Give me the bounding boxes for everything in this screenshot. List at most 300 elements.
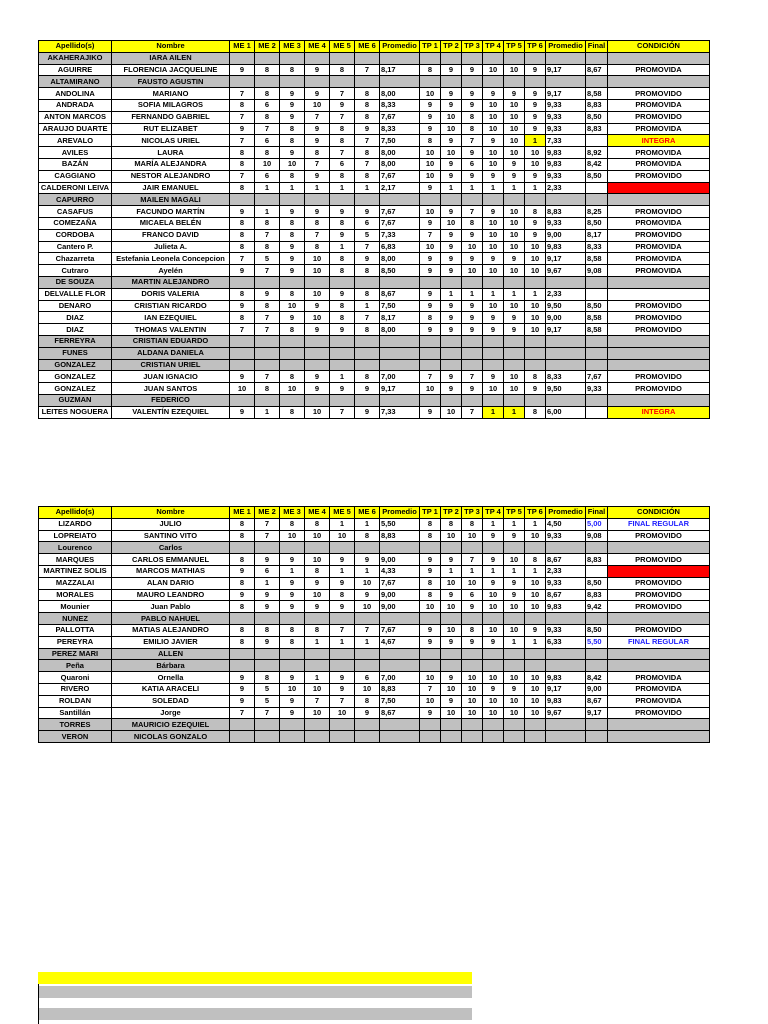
tp-grade-cell: 7 — [420, 229, 441, 241]
me-average-cell: 7,67 — [380, 206, 420, 218]
me-grade-cell: 10 — [280, 683, 305, 695]
tp-grade-cell: 10 — [483, 300, 504, 312]
me-average-cell: 7,67 — [380, 624, 420, 636]
condition-cell — [608, 288, 710, 300]
empty-cell — [462, 660, 483, 672]
me-average-cell: 8,00 — [380, 253, 420, 265]
empty-cell — [462, 542, 483, 554]
me-grade-cell: 8 — [255, 241, 280, 253]
surname-cell: MARTINEZ SOLIS — [39, 565, 112, 577]
me-grade-cell: 8 — [355, 99, 380, 111]
me-grade-cell: 7 — [305, 695, 330, 707]
empty-cell — [586, 660, 608, 672]
condition-cell: INTEGRA — [608, 135, 710, 147]
name-cell: Juan Pablo — [112, 601, 230, 613]
table-row — [39, 359, 710, 371]
table-row — [39, 394, 710, 406]
tp-grade-cell: 8 — [420, 64, 441, 76]
surname-cell: Quaroni — [39, 672, 112, 684]
me-grade-cell: 9 — [305, 383, 330, 395]
me-grade-cell: 5 — [255, 253, 280, 265]
column-header: ME 6 — [355, 507, 380, 519]
tp-grade-cell: 10 — [441, 707, 462, 719]
empty-cell — [586, 613, 608, 625]
me-grade-cell: 1 — [330, 518, 355, 530]
name-cell: JUAN IGNACIO — [112, 371, 230, 383]
tp-grade-cell: 10 — [462, 530, 483, 542]
me-grade-cell: 7 — [255, 324, 280, 336]
me-grade-cell: 1 — [355, 636, 380, 648]
me-average-cell: 8,67 — [380, 288, 420, 300]
me-grade-cell: 8 — [280, 217, 305, 229]
empty-cell — [330, 52, 355, 64]
final-cell: 9,00 — [586, 683, 608, 695]
tp-grade-cell: 10 — [441, 577, 462, 589]
table-row — [39, 672, 710, 684]
condition-cell: FINAL REGULAR — [608, 518, 710, 530]
condition-cell: PROMOVIDO — [608, 383, 710, 395]
tp-grade-cell: 9 — [483, 253, 504, 265]
surname-cell: ANDRADA — [39, 99, 112, 111]
me-grade-cell: 10 — [305, 406, 330, 418]
empty-cell — [462, 335, 483, 347]
me-grade-cell: 8 — [255, 383, 280, 395]
empty-cell — [586, 731, 608, 743]
tp-grade-cell: 10 — [483, 265, 504, 277]
me-grade-cell: 7 — [255, 123, 280, 135]
tp-grade-cell: 10 — [504, 135, 525, 147]
tp-grade-cell: 9 — [420, 565, 441, 577]
tp-average-cell: 8,83 — [546, 206, 586, 218]
tp-average-cell: 9,00 — [546, 229, 586, 241]
tp-grade-cell: 9 — [420, 99, 441, 111]
tp-grade-cell: 10 — [420, 383, 441, 395]
empty-cell — [420, 394, 441, 406]
empty-cell — [546, 613, 586, 625]
empty-cell — [330, 359, 355, 371]
empty-cell — [462, 347, 483, 359]
me-grade-cell: 9 — [355, 707, 380, 719]
tp-grade-cell: 10 — [504, 707, 525, 719]
tp-grade-cell: 1 — [525, 182, 546, 194]
condition-cell: PROMOVIDA — [608, 158, 710, 170]
tp-grade-cell: 10 — [525, 530, 546, 542]
me-grade-cell: 10 — [305, 253, 330, 265]
me-grade-cell: 8 — [280, 406, 305, 418]
surname-cell: Cutraro — [39, 265, 112, 277]
column-header: TP 1 — [420, 507, 441, 519]
tp-average-cell: 9,33 — [546, 170, 586, 182]
me-grade-cell: 8 — [305, 241, 330, 253]
empty-cell — [546, 76, 586, 88]
me-grade-cell: 10 — [230, 383, 255, 395]
final-cell: 8,83 — [586, 99, 608, 111]
condition-cell: PROMOVIDO — [608, 206, 710, 218]
table-row — [39, 613, 710, 625]
surname-cell: GONZALEZ — [39, 371, 112, 383]
empty-cell — [462, 359, 483, 371]
name-cell: Bárbara — [112, 660, 230, 672]
me-grade-cell: 7 — [255, 518, 280, 530]
table-row — [39, 265, 710, 277]
empty-cell — [608, 335, 710, 347]
empty-cell — [230, 52, 255, 64]
me-average-cell: 9,00 — [380, 589, 420, 601]
condition-cell: PROMOVIDO — [608, 111, 710, 123]
column-header: TP 4 — [483, 41, 504, 53]
tp-grade-cell: 1 — [504, 288, 525, 300]
me-grade-cell: 9 — [280, 253, 305, 265]
empty-cell — [280, 648, 305, 660]
me-grade-cell: 1 — [305, 636, 330, 648]
tp-grade-cell: 9 — [483, 554, 504, 566]
me-grade-cell: 7 — [230, 135, 255, 147]
tp-average-cell: 9,83 — [546, 158, 586, 170]
me-grade-cell: 9 — [305, 170, 330, 182]
final-cell: 8,50 — [586, 577, 608, 589]
me-grade-cell: 8 — [230, 636, 255, 648]
me-grade-cell: 1 — [280, 565, 305, 577]
column-header: ME 5 — [330, 41, 355, 53]
me-grade-cell: 10 — [305, 312, 330, 324]
empty-cell — [280, 613, 305, 625]
final-cell: 9,33 — [586, 383, 608, 395]
empty-cell — [380, 359, 420, 371]
empty-cell — [280, 276, 305, 288]
empty-cell — [441, 719, 462, 731]
column-header: Apellido(s) — [39, 507, 112, 519]
empty-cell — [355, 194, 380, 206]
empty-cell — [462, 194, 483, 206]
empty-cell — [355, 648, 380, 660]
empty-cell — [420, 76, 441, 88]
empty-cell — [441, 660, 462, 672]
empty-cell — [230, 731, 255, 743]
me-average-cell: 8,17 — [380, 312, 420, 324]
tp-grade-cell: 9 — [420, 624, 441, 636]
me-grade-cell: 1 — [330, 182, 355, 194]
empty-cell — [462, 76, 483, 88]
surname-cell: MORALES — [39, 589, 112, 601]
me-average-cell: 7,67 — [380, 111, 420, 123]
surname-cell: GONZALEZ — [39, 383, 112, 395]
final-cell — [586, 288, 608, 300]
empty-cell — [608, 52, 710, 64]
empty-cell — [525, 194, 546, 206]
empty-cell — [305, 648, 330, 660]
final-cell — [586, 406, 608, 418]
tp-grade-cell: 9 — [525, 624, 546, 636]
empty-cell — [420, 719, 441, 731]
tp-average-cell: 7,33 — [546, 135, 586, 147]
tp-grade-cell: 7 — [462, 135, 483, 147]
empty-cell — [305, 731, 330, 743]
tp-average-cell: 9,83 — [546, 601, 586, 613]
tp-grade-cell: 10 — [441, 601, 462, 613]
tp-grade-cell: 10 — [420, 695, 441, 707]
empty-cell — [483, 613, 504, 625]
tp-grade-cell: 1 — [462, 565, 483, 577]
empty-cell — [230, 359, 255, 371]
tp-grade-cell: 9 — [420, 288, 441, 300]
me-grade-cell: 8 — [355, 170, 380, 182]
name-cell: FLORENCIA JACQUELINE — [112, 64, 230, 76]
surname-cell: GUZMAN — [39, 394, 112, 406]
tp-grade-cell: 10 — [504, 624, 525, 636]
condition-cell: LIBRE — [608, 565, 710, 577]
me-grade-cell: 8 — [330, 300, 355, 312]
me-grade-cell: 9 — [255, 288, 280, 300]
empty-cell — [525, 394, 546, 406]
bottom-grey-bar-2 — [38, 1008, 472, 1020]
empty-cell — [280, 335, 305, 347]
empty-cell — [255, 52, 280, 64]
name-cell: ALDANA DANIELA — [112, 347, 230, 359]
me-average-cell: 8,00 — [380, 88, 420, 100]
me-grade-cell: 9 — [330, 672, 355, 684]
empty-cell — [546, 335, 586, 347]
empty-cell — [420, 613, 441, 625]
name-cell: MARIANO — [112, 88, 230, 100]
condition-cell: PROMOVIDA — [608, 695, 710, 707]
table-1-body — [39, 41, 710, 419]
empty-cell — [608, 347, 710, 359]
column-header: TP 3 — [462, 507, 483, 519]
empty-cell — [586, 542, 608, 554]
table-row — [39, 683, 710, 695]
name-cell: FEDERICO — [112, 394, 230, 406]
empty-cell — [546, 719, 586, 731]
me-grade-cell: 8 — [280, 518, 305, 530]
tp-grade-cell: 1 — [462, 182, 483, 194]
condition-cell: PROMOVIDO — [608, 371, 710, 383]
table-row — [39, 194, 710, 206]
name-cell: NICOLAS URIEL — [112, 135, 230, 147]
empty-cell — [504, 648, 525, 660]
empty-cell — [230, 613, 255, 625]
tp-average-cell: 9,50 — [546, 383, 586, 395]
tp-grade-cell: 9 — [483, 324, 504, 336]
name-cell: Julieta A. — [112, 241, 230, 253]
empty-cell — [255, 660, 280, 672]
tp-grade-cell: 10 — [483, 241, 504, 253]
tp-grade-cell: 10 — [462, 707, 483, 719]
me-grade-cell: 1 — [255, 577, 280, 589]
tp-grade-cell: 10 — [504, 217, 525, 229]
me-grade-cell: 8 — [280, 170, 305, 182]
empty-cell — [355, 276, 380, 288]
tp-grade-cell: 10 — [420, 672, 441, 684]
me-grade-cell: 7 — [230, 253, 255, 265]
me-grade-cell: 7 — [355, 135, 380, 147]
empty-cell — [546, 394, 586, 406]
condition-cell: PROMOVIDO — [608, 589, 710, 601]
condition-cell: INTEGRA — [608, 406, 710, 418]
empty-cell — [441, 194, 462, 206]
column-header: TP 1 — [420, 41, 441, 53]
me-grade-cell: 9 — [305, 300, 330, 312]
tp-grade-cell: 10 — [441, 123, 462, 135]
tp-grade-cell: 9 — [420, 111, 441, 123]
me-grade-cell: 10 — [330, 530, 355, 542]
column-header: ME 3 — [280, 507, 305, 519]
me-average-cell: 9,00 — [380, 554, 420, 566]
tp-average-cell: 8,67 — [546, 554, 586, 566]
condition-cell: PROMOVIDO — [608, 229, 710, 241]
final-cell: 8,67 — [586, 64, 608, 76]
condition-cell: PROMOVIDO — [608, 601, 710, 613]
me-average-cell: 2,17 — [380, 182, 420, 194]
me-grade-cell: 7 — [330, 624, 355, 636]
empty-cell — [525, 542, 546, 554]
empty-cell — [230, 76, 255, 88]
column-header: ME 1 — [230, 41, 255, 53]
surname-cell: LOPREIATO — [39, 530, 112, 542]
me-grade-cell: 7 — [305, 158, 330, 170]
empty-cell — [330, 347, 355, 359]
name-cell: SOLEDAD — [112, 695, 230, 707]
surname-cell: LEITES NOGUERA — [39, 406, 112, 418]
table-row — [39, 158, 710, 170]
tp-grade-cell: 8 — [462, 518, 483, 530]
me-grade-cell: 7 — [330, 111, 355, 123]
empty-cell — [586, 76, 608, 88]
tp-grade-cell: 1 — [504, 636, 525, 648]
tp-grade-cell: 9 — [441, 672, 462, 684]
tp-grade-cell: 10 — [420, 170, 441, 182]
table-row — [39, 170, 710, 182]
empty-cell — [586, 52, 608, 64]
condition-cell: PROMOVIDA — [608, 147, 710, 159]
tp-grade-cell: 9 — [420, 182, 441, 194]
empty-cell — [586, 335, 608, 347]
tp-grade-cell: 10 — [525, 683, 546, 695]
tp-grade-cell: 9 — [504, 577, 525, 589]
tp-grade-cell: 10 — [483, 123, 504, 135]
me-grade-cell: 1 — [355, 518, 380, 530]
final-cell: 8,50 — [586, 111, 608, 123]
name-cell: CRISTIAN RICARDO — [112, 300, 230, 312]
me-grade-cell: 8 — [230, 288, 255, 300]
tp-grade-cell: 9 — [462, 229, 483, 241]
name-cell: CRISTIAN URIEL — [112, 359, 230, 371]
me-grade-cell: 8 — [330, 170, 355, 182]
empty-cell — [420, 359, 441, 371]
empty-cell — [525, 731, 546, 743]
table-row — [39, 542, 710, 554]
empty-cell — [525, 52, 546, 64]
tp-average-cell: 6,33 — [546, 636, 586, 648]
empty-cell — [380, 613, 420, 625]
surname-cell: Cantero P. — [39, 241, 112, 253]
tp-average-cell: 9,33 — [546, 577, 586, 589]
tp-grade-cell: 10 — [441, 406, 462, 418]
column-header: Promedio — [546, 507, 586, 519]
empty-cell — [525, 335, 546, 347]
empty-cell — [546, 731, 586, 743]
name-cell: SANTINO VITO — [112, 530, 230, 542]
empty-cell — [305, 194, 330, 206]
tp-grade-cell: 9 — [420, 406, 441, 418]
me-grade-cell: 9 — [280, 99, 305, 111]
name-cell: IARA AILEN — [112, 52, 230, 64]
table-row — [39, 64, 710, 76]
empty-cell — [230, 719, 255, 731]
me-grade-cell: 1 — [330, 371, 355, 383]
tp-grade-cell: 9 — [441, 229, 462, 241]
tp-grade-cell: 10 — [525, 312, 546, 324]
surname-cell: DE SOUZA — [39, 276, 112, 288]
empty-cell — [255, 613, 280, 625]
table-row — [39, 111, 710, 123]
tp-grade-cell: 9 — [462, 147, 483, 159]
me-grade-cell: 9 — [230, 565, 255, 577]
column-header: ME 4 — [305, 41, 330, 53]
me-grade-cell: 6 — [355, 672, 380, 684]
empty-cell — [355, 394, 380, 406]
me-grade-cell: 7 — [355, 312, 380, 324]
tp-grade-cell: 9 — [483, 312, 504, 324]
empty-cell — [483, 719, 504, 731]
empty-cell — [280, 194, 305, 206]
me-average-cell: 7,50 — [380, 695, 420, 707]
me-grade-cell: 9 — [330, 288, 355, 300]
table-row — [39, 624, 710, 636]
empty-cell — [255, 276, 280, 288]
table-row — [39, 324, 710, 336]
tp-grade-cell: 10 — [504, 111, 525, 123]
empty-cell — [546, 542, 586, 554]
empty-cell — [483, 359, 504, 371]
condition-cell: PROMOVIDA — [608, 672, 710, 684]
me-grade-cell: 8 — [355, 111, 380, 123]
table-row — [39, 335, 710, 347]
me-grade-cell: 9 — [280, 589, 305, 601]
me-grade-cell: 8 — [230, 601, 255, 613]
me-grade-cell: 10 — [280, 530, 305, 542]
empty-cell — [355, 76, 380, 88]
empty-cell — [608, 194, 710, 206]
tp-grade-cell: 10 — [483, 147, 504, 159]
me-grade-cell: 7 — [355, 64, 380, 76]
tp-grade-cell: 9 — [504, 530, 525, 542]
empty-cell — [525, 719, 546, 731]
empty-cell — [380, 719, 420, 731]
me-grade-cell: 10 — [305, 707, 330, 719]
empty-cell — [330, 731, 355, 743]
tp-grade-cell: 10 — [441, 147, 462, 159]
empty-cell — [330, 276, 355, 288]
me-average-cell: 7,50 — [380, 135, 420, 147]
name-cell: LAURA — [112, 147, 230, 159]
empty-cell — [608, 276, 710, 288]
me-average-cell: 9,17 — [380, 383, 420, 395]
column-header: ME 5 — [330, 507, 355, 519]
empty-cell — [504, 731, 525, 743]
me-grade-cell: 8 — [330, 589, 355, 601]
tp-average-cell: 9,33 — [546, 123, 586, 135]
empty-cell — [608, 660, 710, 672]
tp-grade-cell: 9 — [420, 217, 441, 229]
tp-grade-cell: 9 — [420, 707, 441, 719]
me-grade-cell: 8 — [280, 624, 305, 636]
me-grade-cell: 8 — [230, 241, 255, 253]
tp-grade-cell: 10 — [525, 158, 546, 170]
condition-cell: FINAL REGULAR — [608, 636, 710, 648]
me-grade-cell: 8 — [330, 135, 355, 147]
me-grade-cell: 9 — [280, 601, 305, 613]
me-grade-cell: 8 — [355, 147, 380, 159]
